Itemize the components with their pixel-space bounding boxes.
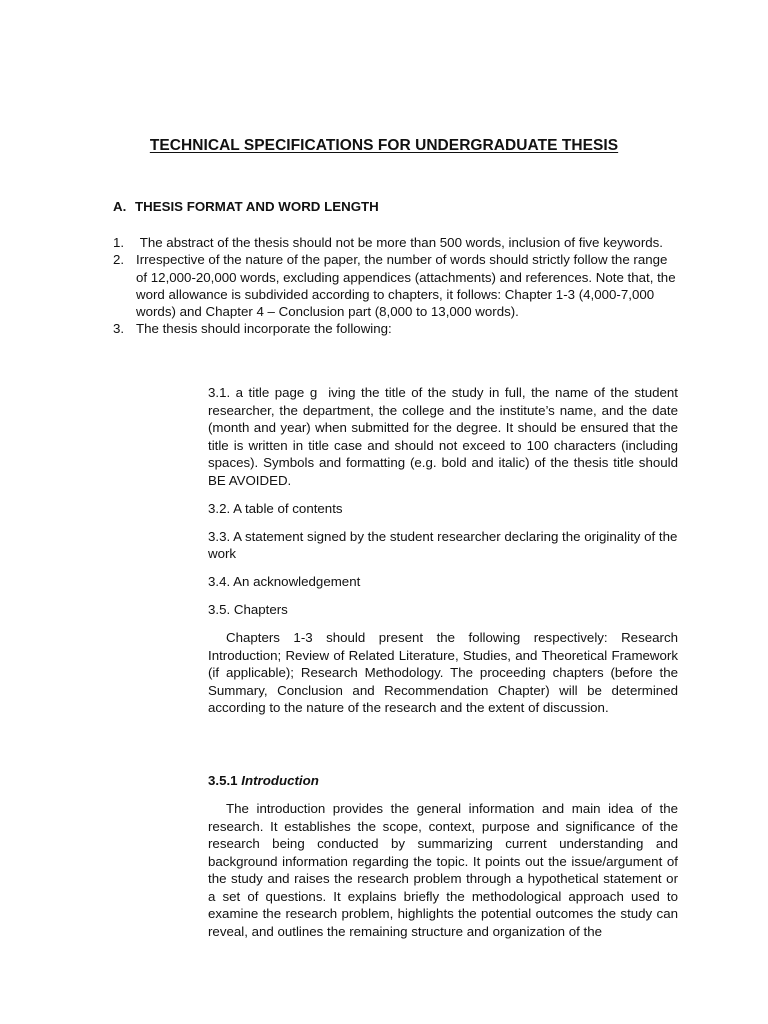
sub-item-acknowledgement: 3.4. An acknowledgement [208, 574, 361, 589]
introduction-paragraph: The introduction provides the general information and main idea of the research. It establishes the scope, context, purpose and significance of the research being conducted by summarizing current understanding and background information regarding the topic. It points out the issue/argument of the study and raises the research problem through a hypothetical statement or a set of questions. It explains briefly the methodological approach used to examine the research problem, highlights the potential outcomes the study can reveal, and outlines the remaining structure and organization of the [208, 801, 678, 939]
introduction-section [208, 772, 678, 951]
introduction-heading-number: 3.5.1 [208, 773, 238, 788]
section-letter: A. [113, 199, 127, 214]
sub-items-block [208, 384, 678, 727]
list-item-number: 2. [113, 252, 125, 268]
sub-item-originality-statement: 3.3. A statement signed by the student researcher declaring the originality of the work [208, 528, 678, 561]
list-item-number: 3. [113, 321, 125, 337]
chapters-paragraph: Chapters 1-3 should present the following respectively: Research Introduction; Review of Related Literature, Studies, and Theoretical Framework (if applicable); Research Methodology. The proceeding chapters (before the Summary, Conclusion and Recommendation Chapter) will be determined according to the nature of the research and the extent of discussion. [208, 630, 678, 715]
list-item-text: The thesis should incorporate the following: [136, 321, 392, 337]
sub-item-chapters: 3.5. Chapters [208, 602, 288, 617]
section-heading-a [113, 199, 379, 214]
document-title: TECHNICAL SPECIFICATIONS FOR UNDERGRADUATE THESIS [149, 137, 619, 154]
list-item [113, 320, 678, 337]
list-item-text: The abstract of the thesis should not be more than 500 words, inclusion of five keywords. [136, 235, 663, 250]
sub-item-title-page: 3.1. a title page g iving the title of the study in full, the name of the student researcher, the department, the college and the institute’s name, and the date (month and year) when submitted for the degree. It should be ensured that the title is written in title case and should not exceed to 100 characters (including spaces). Symbols and formatting (e.g. bold and italic) of the thesis title should BE AVOIDED. [208, 385, 678, 488]
list-item [113, 234, 678, 251]
introduction-heading-title: Introduction [241, 773, 319, 788]
list-item [113, 251, 678, 320]
sub-item-table-of-contents: 3.2. A table of contents [208, 500, 343, 516]
section-heading-text: THESIS FORMAT AND WORD LENGTH [135, 199, 379, 214]
requirements-list [113, 234, 678, 338]
list-item-text: Irrespective of the nature of the paper, the number of words should strictly follow the range of 12,000-20,000 words, excluding appendices (attachments) and references. Note that, the word allowance is subdivided according to chapters, it follows: Chapter 1-3 (4,000-7,000 words) and Chapter 4 – Conclusion part (8,000 to 13,000 words). [136, 252, 676, 320]
list-item-number: 1. [113, 235, 125, 250]
introduction-heading [208, 772, 678, 790]
